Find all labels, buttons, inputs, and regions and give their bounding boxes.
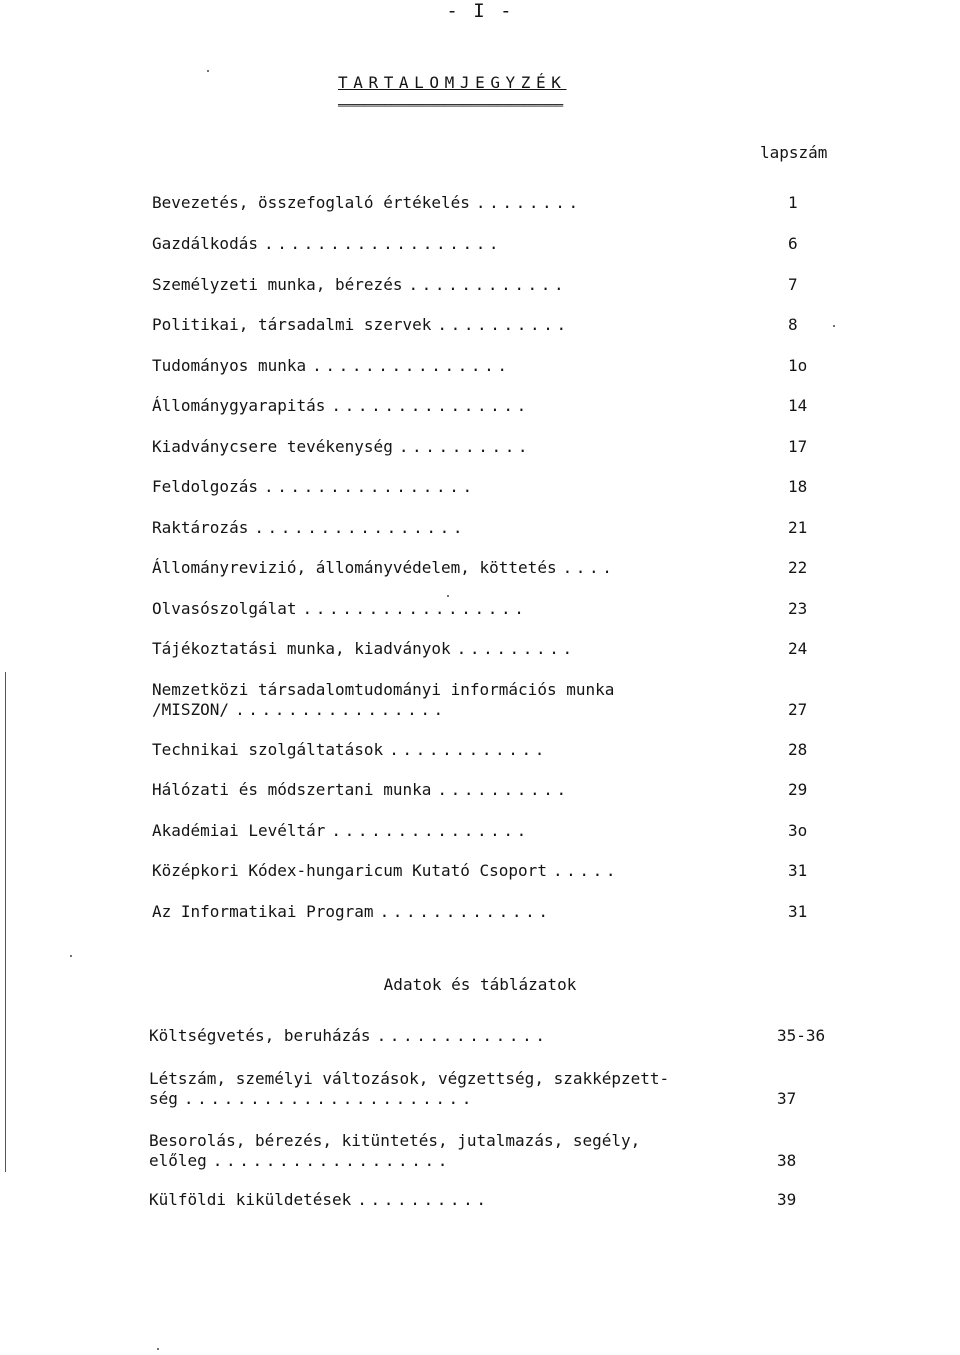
toc-entry-title: Raktározás (152, 518, 249, 537)
toc-entry (152, 518, 852, 538)
toc-entry-title: Bevezetés, összefoglaló értékelés (152, 193, 470, 212)
page-column-header: lapszám (760, 143, 828, 162)
toc-entry-leader-dots: .................. (212, 1151, 451, 1170)
toc-entry (152, 821, 852, 841)
toc-entry-page: 23 (788, 599, 808, 618)
toc-entry (152, 234, 852, 254)
toc-entry-leader-dots: ............... (331, 396, 530, 415)
toc-entry (149, 1026, 849, 1046)
toc-entry-line (149, 1026, 849, 1046)
toc-entry (152, 902, 852, 922)
toc-entry-title: Politikai, társadalmi szervek (152, 315, 432, 334)
toc-entry-line (152, 315, 852, 335)
toc-entry-leader-dots: ...................... (183, 1089, 476, 1108)
toc-entry-title: Hálózati és módszertani munka (152, 780, 432, 799)
toc-entry-leader-dots: .................. (263, 234, 503, 253)
toc-entry-leader-dots: ............... (331, 821, 530, 840)
toc-entry-leader-dots: ............ (389, 740, 548, 759)
toc-entry-line (152, 558, 852, 578)
toc-entry (152, 275, 852, 295)
toc-entry-leader-dots: .......... (437, 315, 570, 334)
toc-entry-leader-dots: .......... (437, 780, 570, 799)
toc-entry-title: Feldolgozás (152, 477, 258, 496)
toc-entry (152, 861, 852, 881)
scan-speck (157, 1348, 159, 1350)
page-number: - I - (446, 0, 514, 22)
toc-entry-page: 29 (788, 780, 808, 799)
toc-entry-leader-dots: ................. (302, 599, 528, 618)
toc-entry-title: Tájékoztatási munka, kiadványok (152, 639, 451, 658)
scan-margin-line (5, 672, 6, 1172)
toc-entry-line (149, 1190, 849, 1210)
toc-entry-line (149, 1069, 849, 1089)
toc-entry-leader-dots: ............. (376, 1026, 549, 1045)
page-title: TARTALOMJEGYZÉK (338, 73, 567, 92)
toc-entry-line (152, 518, 852, 538)
toc-entry-title: Gazdálkodás (152, 234, 258, 253)
toc-entry-page: 14 (788, 396, 808, 415)
toc-entry-title: Az Informatikai Program (152, 902, 374, 921)
toc-entry-leader-dots: .......... (357, 1190, 490, 1209)
toc-entry-line (152, 437, 852, 457)
toc-entry (152, 315, 852, 335)
scan-speck (833, 325, 835, 327)
toc-entry-line (149, 1151, 849, 1171)
scan-speck (207, 70, 209, 72)
toc-entry-page: 27 (788, 700, 808, 719)
toc-entry-title: Kiadványcsere tevékenység (152, 437, 393, 456)
toc-entry-leader-dots: ......... (456, 639, 576, 658)
toc-entry-title: Állománygyarapitás (152, 396, 326, 415)
toc-entry (152, 437, 852, 457)
toc-entry-page: 24 (788, 639, 808, 658)
toc-entry-line (152, 477, 852, 497)
toc-entry (149, 1131, 849, 1171)
scan-speck (70, 955, 72, 957)
toc-entry-title: Technikai szolgáltatások (152, 740, 384, 759)
toc-entry (152, 680, 852, 720)
toc-entry-line (152, 193, 852, 213)
toc-entry-leader-dots: .... (562, 558, 616, 577)
scan-speck (447, 595, 449, 597)
toc-entry (149, 1190, 849, 1210)
toc-entry-page: 8 (788, 315, 798, 334)
toc-entry-leader-dots: ................ (254, 518, 467, 537)
toc-entry-page: 1 (788, 193, 798, 212)
toc-entry-leader-dots: ........ (475, 193, 582, 212)
toc-entry-line (152, 275, 852, 295)
toc-entry-page: 38 (777, 1151, 797, 1170)
toc-entry (149, 1069, 849, 1109)
toc-entry (152, 780, 852, 800)
toc-entry-page: 3o (788, 821, 808, 840)
toc-entry-page: 18 (788, 477, 808, 496)
toc-entry-leader-dots: .......... (398, 437, 532, 456)
toc-entry-line (152, 902, 852, 922)
toc-entry-page: 28 (788, 740, 808, 759)
toc-entry-line (152, 234, 852, 254)
toc-entry-leader-dots: ..... (552, 861, 620, 880)
toc-entry-leader-dots: ............... (312, 356, 511, 375)
toc-entry-line (152, 599, 852, 619)
toc-entry-page: 6 (788, 234, 798, 253)
toc-entry-line (152, 356, 852, 376)
toc-entry-page: 1o (788, 356, 808, 375)
toc-entry-leader-dots: ................ (263, 477, 476, 496)
toc-entry-leader-dots: ................ (235, 700, 447, 719)
toc-entry-line (152, 396, 852, 416)
toc-entry-title: Besorolás, bérezés, kitüntetés, jutalmazás, segély, (149, 1131, 641, 1150)
toc-entry-line (152, 639, 852, 659)
toc-entry-leader-dots: ............ (408, 275, 568, 294)
toc-entry-title: ség (149, 1089, 178, 1108)
toc-entry-title: Akadémiai Levéltár (152, 821, 326, 840)
toc-entry-page: 7 (788, 275, 798, 294)
toc-entry-line (152, 740, 852, 760)
toc-entry-title: Költségvetés, beruházás (149, 1026, 371, 1045)
toc-entry-title: Személyzeti munka, bérezés (152, 275, 403, 294)
toc-entry (152, 396, 852, 416)
toc-entry-title: /MISZON/ (152, 700, 230, 719)
toc-entry (152, 740, 852, 760)
toc-entry-line (152, 680, 852, 700)
toc-entry (152, 599, 852, 619)
toc-entry-page: 31 (788, 902, 808, 921)
title-double-underline: ══════════════════════════════════ (338, 100, 564, 111)
toc-entry-page: 31 (788, 861, 808, 880)
toc-entry (152, 639, 852, 659)
toc-entry-title: előleg (149, 1151, 207, 1170)
toc-entry-title: Nemzetközi társadalomtudományi információs munka (152, 680, 615, 699)
toc-entry-line (149, 1089, 849, 1109)
toc-entry-page: 21 (788, 518, 808, 537)
toc-entry-line (152, 780, 852, 800)
toc-entry-title: Tudományos munka (152, 356, 307, 375)
toc-entry (152, 558, 852, 578)
toc-entry-page: 39 (777, 1190, 797, 1209)
toc-entry (152, 193, 852, 213)
toc-entry-page: 35-36 (777, 1026, 826, 1045)
toc-entry-leader-dots: ............. (379, 902, 552, 921)
toc-entry-title: Olvasószolgálat (152, 599, 297, 618)
toc-entry-line (149, 1131, 849, 1151)
toc-entry-title: Külföldi kiküldetések (149, 1190, 352, 1209)
toc-entry (152, 477, 852, 497)
toc-entry-line (152, 821, 852, 841)
toc-entry-title: Állományrevizió, állományvédelem, köttetés (152, 558, 557, 577)
toc-entry-page: 17 (788, 437, 808, 456)
toc-entry-title: Létszám, személyi változások, végzettség, szakképzett- (149, 1069, 670, 1088)
toc-entry-page: 37 (777, 1089, 797, 1108)
section-heading: Adatok és táblázatok (383, 975, 577, 994)
toc-entry-page: 22 (788, 558, 808, 577)
toc-entry-line (152, 861, 852, 881)
toc-entry-line (152, 700, 852, 720)
toc-entry (152, 356, 852, 376)
toc-entry-title: Középkori Kódex-hungaricum Kutató Csoport (152, 861, 547, 880)
